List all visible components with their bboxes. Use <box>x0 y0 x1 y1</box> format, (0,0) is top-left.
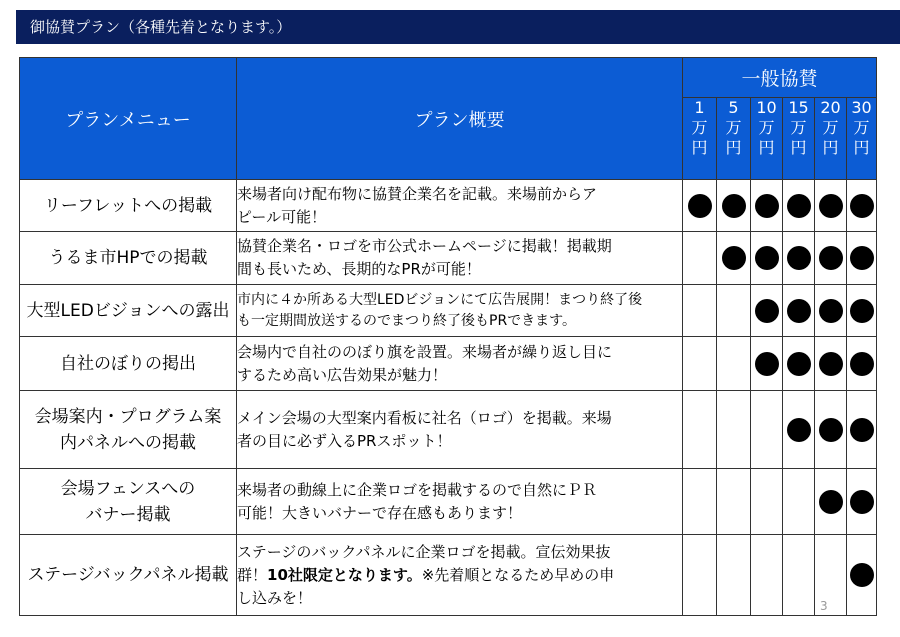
plan-menu-cell: 会場フェンスへの バナー掲載 <box>20 469 237 535</box>
table-row <box>20 469 877 535</box>
availability-cell <box>717 285 751 337</box>
availability-cell <box>783 232 815 285</box>
plan-menu-cell: 大型LEDビジョンへの露出 <box>20 285 237 337</box>
availability-cell <box>717 391 751 469</box>
available-dot-icon <box>850 246 874 270</box>
available-dot-icon <box>787 194 811 218</box>
price-header-1: 1 万 円 <box>683 98 717 180</box>
available-dot-icon <box>850 418 874 442</box>
availability-cell <box>717 469 751 535</box>
plan-summary-cell: ステージのバックパネルに企業ロゴを掲載。宣伝効果抜 群！10社限定となります。※先着順となるため早めの申 し込みを！ <box>237 535 683 616</box>
available-dot-icon <box>755 299 779 323</box>
table-row <box>20 337 877 391</box>
plan-menu-cell: 会場案内・プログラム案 内パネルへの掲載 <box>20 391 237 469</box>
availability-cell <box>783 391 815 469</box>
available-dot-icon <box>819 490 843 514</box>
available-dot-icon <box>819 194 843 218</box>
availability-cell <box>783 469 815 535</box>
availability-cell <box>717 337 751 391</box>
available-dot-icon <box>787 418 811 442</box>
availability-cell <box>783 337 815 391</box>
availability-cell <box>683 337 717 391</box>
price-header-30: 30 万 円 <box>847 98 877 180</box>
available-dot-icon <box>755 352 779 376</box>
table-row <box>20 232 877 285</box>
available-dot-icon <box>819 352 843 376</box>
availability-cell <box>815 285 847 337</box>
available-dot-icon <box>722 246 746 270</box>
availability-cell <box>815 337 847 391</box>
availability-cell <box>815 232 847 285</box>
availability-cell <box>815 391 847 469</box>
table-row <box>20 180 877 232</box>
availability-cell <box>783 180 815 232</box>
sponsorship-plan-table <box>19 57 877 616</box>
availability-cell <box>815 180 847 232</box>
general-sponsor-header: 一般協賛 <box>683 58 877 98</box>
availability-cell <box>751 285 783 337</box>
availability-cell <box>683 391 717 469</box>
availability-cell <box>751 469 783 535</box>
plan-menu-cell: うるま市HPでの掲載 <box>20 232 237 285</box>
availability-cell <box>847 469 877 535</box>
availability-cell <box>683 180 717 232</box>
availability-cell <box>683 285 717 337</box>
plan-summary-cell: メイン会場の大型案内看板に社名（ロゴ）を掲載。来場 者の目に必ず入るPRスポット！ <box>237 391 683 469</box>
availability-cell <box>847 535 877 616</box>
availability-cell <box>751 391 783 469</box>
availability-cell <box>683 469 717 535</box>
availability-cell <box>751 232 783 285</box>
plan-summary-cell: 会場内で自社ののぼり旗を設置。来場者が繰り返し目に するため高い広告効果が魅力！ <box>237 337 683 391</box>
available-dot-icon <box>787 352 811 376</box>
plan-summary-cell: 市内に４か所ある大型LEDビジョンにて広告展開！まつり終了後 も一定期間放送するのでまつり終了後もPRできます。 <box>237 285 683 337</box>
availability-cell <box>847 285 877 337</box>
available-dot-icon <box>850 490 874 514</box>
price-header-20: 20 万 円 <box>815 98 847 180</box>
availability-cell <box>751 337 783 391</box>
availability-cell <box>717 232 751 285</box>
availability-cell <box>751 180 783 232</box>
price-header-15: 15 万 円 <box>783 98 815 180</box>
plan-summary-cell: 協賛企業名・ロゴを市公式ホームページに掲載！掲載期 間も長いため、長期的なPRが可能！ <box>237 232 683 285</box>
plan-summary-cell: 来場者向け配布物に協賛企業名を記載。来場前からア ピール可能！ <box>237 180 683 232</box>
available-dot-icon <box>819 246 843 270</box>
availability-cell <box>847 337 877 391</box>
availability-cell <box>847 232 877 285</box>
plan-menu-header: プランメニュー <box>20 58 237 180</box>
available-dot-icon <box>819 299 843 323</box>
available-dot-icon <box>722 194 746 218</box>
availability-cell <box>847 180 877 232</box>
available-dot-icon <box>850 194 874 218</box>
available-dot-icon <box>850 299 874 323</box>
page-title: 御協賛プラン（各種先着となります。） <box>16 10 900 44</box>
plan-menu-cell: ステージバックパネル掲載 <box>20 535 237 616</box>
plan-summary-header: プラン概要 <box>237 58 683 180</box>
available-dot-icon <box>755 246 779 270</box>
availability-cell <box>683 535 717 616</box>
availability-cell <box>783 285 815 337</box>
table-row <box>20 285 877 337</box>
available-dot-icon <box>787 299 811 323</box>
available-dot-icon <box>688 194 712 218</box>
page-number: 3 <box>820 599 828 613</box>
availability-cell <box>751 535 783 616</box>
availability-cell <box>815 469 847 535</box>
available-dot-icon <box>850 352 874 376</box>
availability-cell <box>683 232 717 285</box>
available-dot-icon <box>819 418 843 442</box>
limited-offer-text: 10社限定となります。 <box>267 565 422 584</box>
availability-cell <box>717 535 751 616</box>
plan-summary-cell: 来場者の動線上に企業ロゴを掲載するので自然にＰＲ 可能！大きいバナーで存在感もあります！ <box>237 469 683 535</box>
plan-menu-cell: 自社のぼりの掲出 <box>20 337 237 391</box>
table-row <box>20 391 877 469</box>
availability-cell <box>783 535 815 616</box>
available-dot-icon <box>787 246 811 270</box>
price-header-10: 10 万 円 <box>751 98 783 180</box>
availability-cell <box>847 391 877 469</box>
price-header-5: 5 万 円 <box>717 98 751 180</box>
available-dot-icon <box>755 194 779 218</box>
availability-cell <box>717 180 751 232</box>
available-dot-icon <box>850 563 874 587</box>
plan-menu-cell: リーフレットへの掲載 <box>20 180 237 232</box>
table-row <box>20 535 877 616</box>
